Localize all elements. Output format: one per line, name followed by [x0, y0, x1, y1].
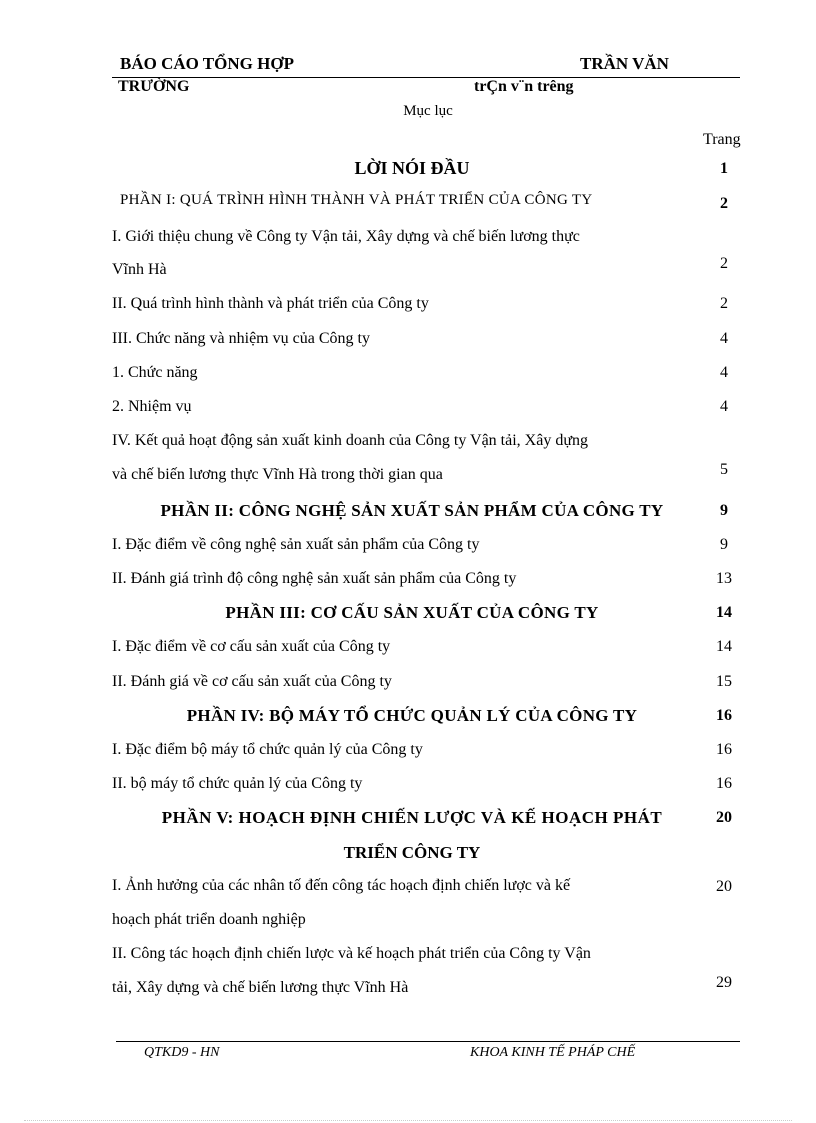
- toc-entry-page: 14: [716, 638, 732, 655]
- toc-entry-text: II. Đánh giá về cơ cấu sản xuất của Công ty: [112, 673, 392, 690]
- toc-entry-text: 1. Chức năng: [112, 364, 198, 381]
- toc-entry-page: 29: [716, 974, 732, 991]
- toc-entry-text: PHẦN I: QUÁ TRÌNH HÌNH THÀNH VÀ PHÁT TRIỂN CỦA CÔNG TY: [120, 192, 593, 208]
- toc-entry-page: 20: [716, 809, 732, 826]
- toc-entry-text: I. Đặc điểm về công nghệ sản xuất sản phẩm của Công ty: [112, 536, 480, 553]
- toc-entry-page: 13: [716, 570, 732, 587]
- toc-entry-page: 14: [716, 604, 732, 621]
- header-title-right: TRẦN VĂN: [580, 54, 669, 73]
- toc-entry-page: 9: [720, 502, 728, 519]
- toc-entry-text: 2. Nhiệm vụ: [112, 398, 192, 415]
- toc-entry-text: II. Công tác hoạch định chiến lược và kế hoạch phát triển của Công ty Vận: [112, 945, 591, 962]
- toc-entry-page: 5: [720, 461, 728, 478]
- toc-entry-text-continued: TRIỂN CÔNG TY: [343, 843, 481, 862]
- toc-entry-text: II. bộ máy tổ chức quản lý của Công ty: [112, 775, 363, 792]
- toc-entry-page: 16: [716, 741, 732, 758]
- toc-entry-text-continued: và chế biến lương thực Vĩnh Hà trong thời gian qua: [112, 466, 443, 483]
- table-of-contents: [112, 0, 752, 1123]
- toc-entry-text-continued: Vĩnh Hà: [112, 261, 167, 278]
- page-edge-divider: [24, 1120, 792, 1121]
- header-subtitle-left: TRƯỜNG: [118, 78, 190, 95]
- toc-entry-text: II. Đánh giá trình độ công nghệ sản xuất sản phẩm của Công ty: [112, 570, 517, 587]
- footer-rule: [116, 1041, 740, 1042]
- toc-entry-text: I. Đặc điểm về cơ cấu sản xuất của Công ty: [112, 638, 391, 655]
- toc-entry-text: PHẦN IV: BỘ MÁY TỔ CHỨC QUẢN LÝ CỦA CÔNG TY: [186, 706, 638, 725]
- toc-entry-page: 2: [720, 195, 728, 212]
- toc-entry-text: IV. Kết quả hoạt động sản xuất kinh doanh của Công ty Vận tải, Xây dựng: [112, 432, 588, 449]
- toc-entry-text: I. Đặc điểm bộ máy tổ chức quản lý của Công ty: [112, 741, 423, 758]
- toc-entry-text: II. Quá trình hình thành và phát triển của Công ty: [112, 295, 429, 312]
- toc-entry-text: PHẦN V: HOẠCH ĐỊNH CHIẾN LƯỢC VÀ KẾ HOẠCH PHÁT: [161, 808, 663, 827]
- toc-entry-page: 16: [716, 775, 732, 792]
- toc-entry-text: PHẦN III: CƠ CẤU SẢN XUẤT CỦA CÔNG TY: [225, 603, 599, 622]
- toc-page-column-label: Trang: [703, 131, 741, 148]
- toc-entry-text: PHẦN II: CÔNG NGHỆ SẢN XUẤT SẢN PHẨM CỦA CÔNG TY: [160, 501, 664, 520]
- header-title-left: BÁO CÁO TỔNG HỢP: [120, 54, 294, 73]
- toc-entry-page: 20: [716, 878, 732, 895]
- toc-entry-page: 2: [720, 295, 728, 312]
- toc-entry-page: 9: [720, 536, 728, 553]
- toc-entry-text-continued: hoạch phát triển doanh nghiệp: [112, 911, 306, 928]
- toc-entry-page: 4: [720, 364, 728, 381]
- toc-entry-text: III. Chức năng và nhiệm vụ của Công ty: [112, 330, 370, 347]
- toc-entry-text: I. Ảnh hưởng của các nhân tố đến công tác hoạch định chiến lược và kế: [112, 877, 571, 894]
- toc-entry-text: LỜI NÓI ĐẦU: [354, 158, 470, 178]
- toc-entry-page: 4: [720, 398, 728, 415]
- toc-entry-text: I. Giới thiệu chung về Công ty Vận tải, Xây dựng và chế biến lương thực: [112, 228, 580, 245]
- toc-entry-page: 1: [720, 160, 728, 177]
- footer-left: QTKD9 - HN: [144, 1045, 220, 1060]
- toc-title: Mục lục: [403, 103, 453, 119]
- header-subtitle-right: trÇn v¨n trêng: [474, 78, 574, 95]
- toc-entry-text-continued: tải, Xây dựng và chế biến lương thực Vĩnh Hà: [112, 979, 409, 996]
- toc-entry-page: 2: [720, 255, 728, 272]
- toc-entry-page: 15: [716, 673, 732, 690]
- footer-right: KHOA KINH TẾ PHÁP CHẾ: [470, 1045, 636, 1060]
- toc-entry-page: 4: [720, 330, 728, 347]
- toc-entry-page: 16: [716, 707, 732, 724]
